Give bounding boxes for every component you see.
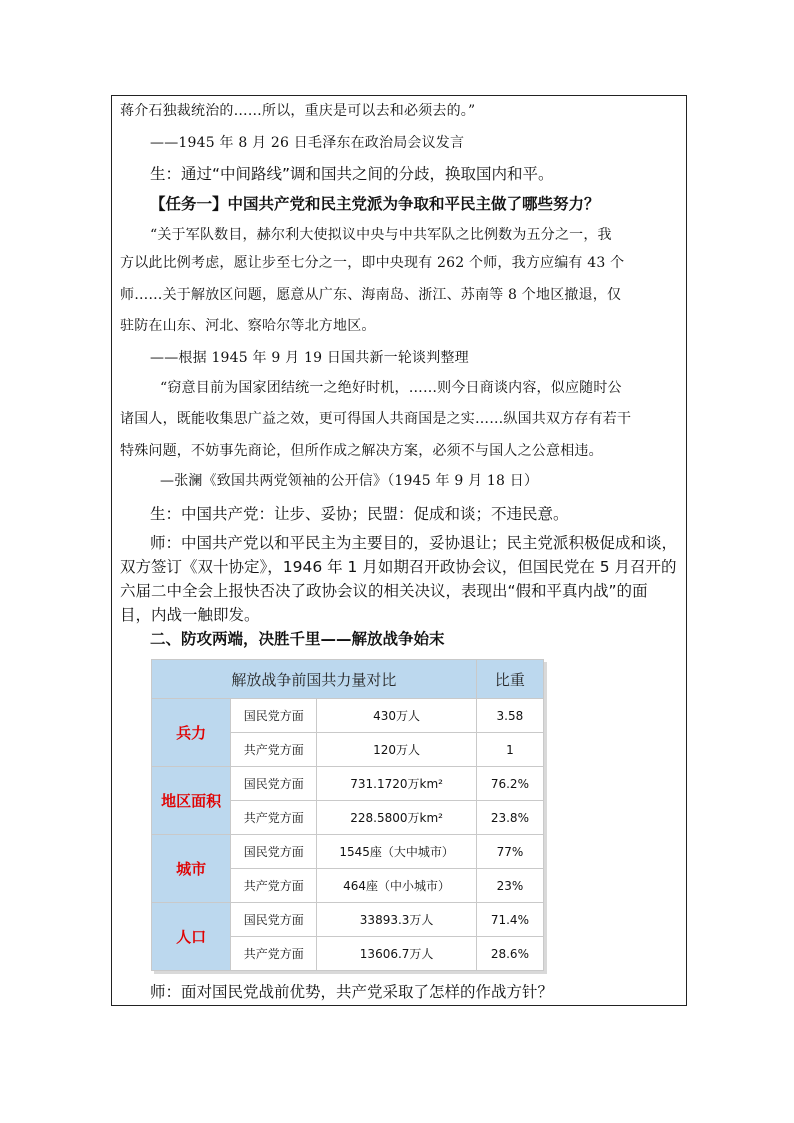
value-cell: 33893.3万人 xyxy=(317,903,476,937)
table-row xyxy=(152,835,544,869)
ratio-cell: 71.4% xyxy=(476,903,543,937)
value-cell: 13606.7万人 xyxy=(317,937,476,971)
quote-end-line: 蒋介石独裁统治的……所以，重庆是可以去和必须去的。” xyxy=(120,103,476,119)
teacher-summary-line-2: 双方签订《双十协定》，1946 年 1 月如期召开政协会议，但国民党在 5 月召开的 xyxy=(120,558,677,576)
quote-source-zhanglan: —张澜《致国共两党领袖的公开信》（1945 年 9 月 18 日） xyxy=(160,473,539,489)
teacher-question: 师：面对国民党战前优势，共产党采取了怎样的作战方针？ xyxy=(150,983,554,1001)
ratio-cell: 77% xyxy=(476,835,543,869)
quote-negotiation-line-2: 方以此比例考虑，愿让步至七分之一，即中央现有 262 个师，我方应编有 43 个 xyxy=(120,255,625,271)
side-cell: 共产党方面 xyxy=(231,801,317,835)
category-troops: 兵力 xyxy=(152,699,231,767)
table-header-ratio: 比重 xyxy=(476,660,543,699)
table-row xyxy=(152,767,544,801)
quote-zhanglan-line-2: 诸国人，既能收集思广益之效，更可得国人共商国是之实……纵国共双方存有若干 xyxy=(120,411,632,427)
side-cell: 国民党方面 xyxy=(231,767,317,801)
quote-negotiation-line-1: “关于军队数目，赫尔利大使拟议中央与中共军队之比例数为五分之一，我 xyxy=(150,227,612,243)
lesson-plan-frame xyxy=(111,95,687,1006)
teacher-summary-line-4: 目，内战一触即发。 xyxy=(120,606,260,624)
value-cell: 1545座（大中城市） xyxy=(317,835,476,869)
student-answer-1: 生：通过“中间路线”调和国共之间的分歧，换取国内和平。 xyxy=(150,165,554,183)
category-population: 人口 xyxy=(152,903,231,971)
quote-negotiation-line-4: 驻防在山东、河北、察哈尔等北方地区。 xyxy=(120,318,376,334)
student-answer-2: 生：中国共产党：让步、妥协；民盟：促成和谈；不违民意。 xyxy=(150,505,569,523)
ratio-cell: 23.8% xyxy=(476,801,543,835)
side-cell: 共产党方面 xyxy=(231,869,317,903)
side-cell: 国民党方面 xyxy=(231,835,317,869)
quote-negotiation-line-3: 师……关于解放区问题，愿意从广东、海南岛、浙江、苏南等 8 个地区撤退，仅 xyxy=(120,287,622,303)
value-cell: 120万人 xyxy=(317,733,476,767)
teacher-summary-line-1: 师：中国共产党以和平民主为主要目的，妥协退让；民主党派积极促成和谈， xyxy=(150,534,678,552)
quote-zhanglan-line-1: “窃意目前为国家团结统一之绝好时机，……则今日商谈内容，似应随时公 xyxy=(160,380,622,396)
quote-zhanglan-line-3: 特殊问题，不妨事先商论，但所作成之解决方案，必须不与国人之公意相违。 xyxy=(120,443,603,459)
teacher-summary-line-3: 六届二中全会上报快否决了政协会议的相关决议，表现出“假和平真内战”的面 xyxy=(120,582,648,600)
task-one-heading: 【任务一】中国共产党和民主党派为争取和平民主做了哪些努力？ xyxy=(150,195,600,213)
side-cell: 共产党方面 xyxy=(231,937,317,971)
table-header-row xyxy=(152,660,544,699)
value-cell: 464座（中小城市） xyxy=(317,869,476,903)
side-cell: 国民党方面 xyxy=(231,699,317,733)
table-row xyxy=(152,699,544,733)
value-cell: 228.5800万km² xyxy=(317,801,476,835)
side-cell: 共产党方面 xyxy=(231,733,317,767)
category-cities: 城市 xyxy=(152,835,231,903)
quote-source-mao: ——1945 年 8 月 26 日毛泽东在政治局会议发言 xyxy=(150,135,465,151)
section-two-heading: 二、防攻两端，决胜千里——解放战争始末 xyxy=(150,630,445,648)
ratio-cell: 28.6% xyxy=(476,937,543,971)
ratio-cell: 23% xyxy=(476,869,543,903)
ratio-cell: 76.2% xyxy=(476,767,543,801)
quote-source-negotiation: ——根据 1945 年 9 月 19 日国共新一轮谈判整理 xyxy=(150,350,469,366)
side-cell: 国民党方面 xyxy=(231,903,317,937)
ratio-cell: 1 xyxy=(476,733,543,767)
ratio-cell: 3.58 xyxy=(476,699,543,733)
table-header-title: 解放战争前国共力量对比 xyxy=(152,660,477,699)
value-cell: 430万人 xyxy=(317,699,476,733)
value-cell: 731.1720万km² xyxy=(317,767,476,801)
table-row xyxy=(152,903,544,937)
category-area: 地区面积 xyxy=(152,767,231,835)
force-comparison-table xyxy=(151,659,544,971)
